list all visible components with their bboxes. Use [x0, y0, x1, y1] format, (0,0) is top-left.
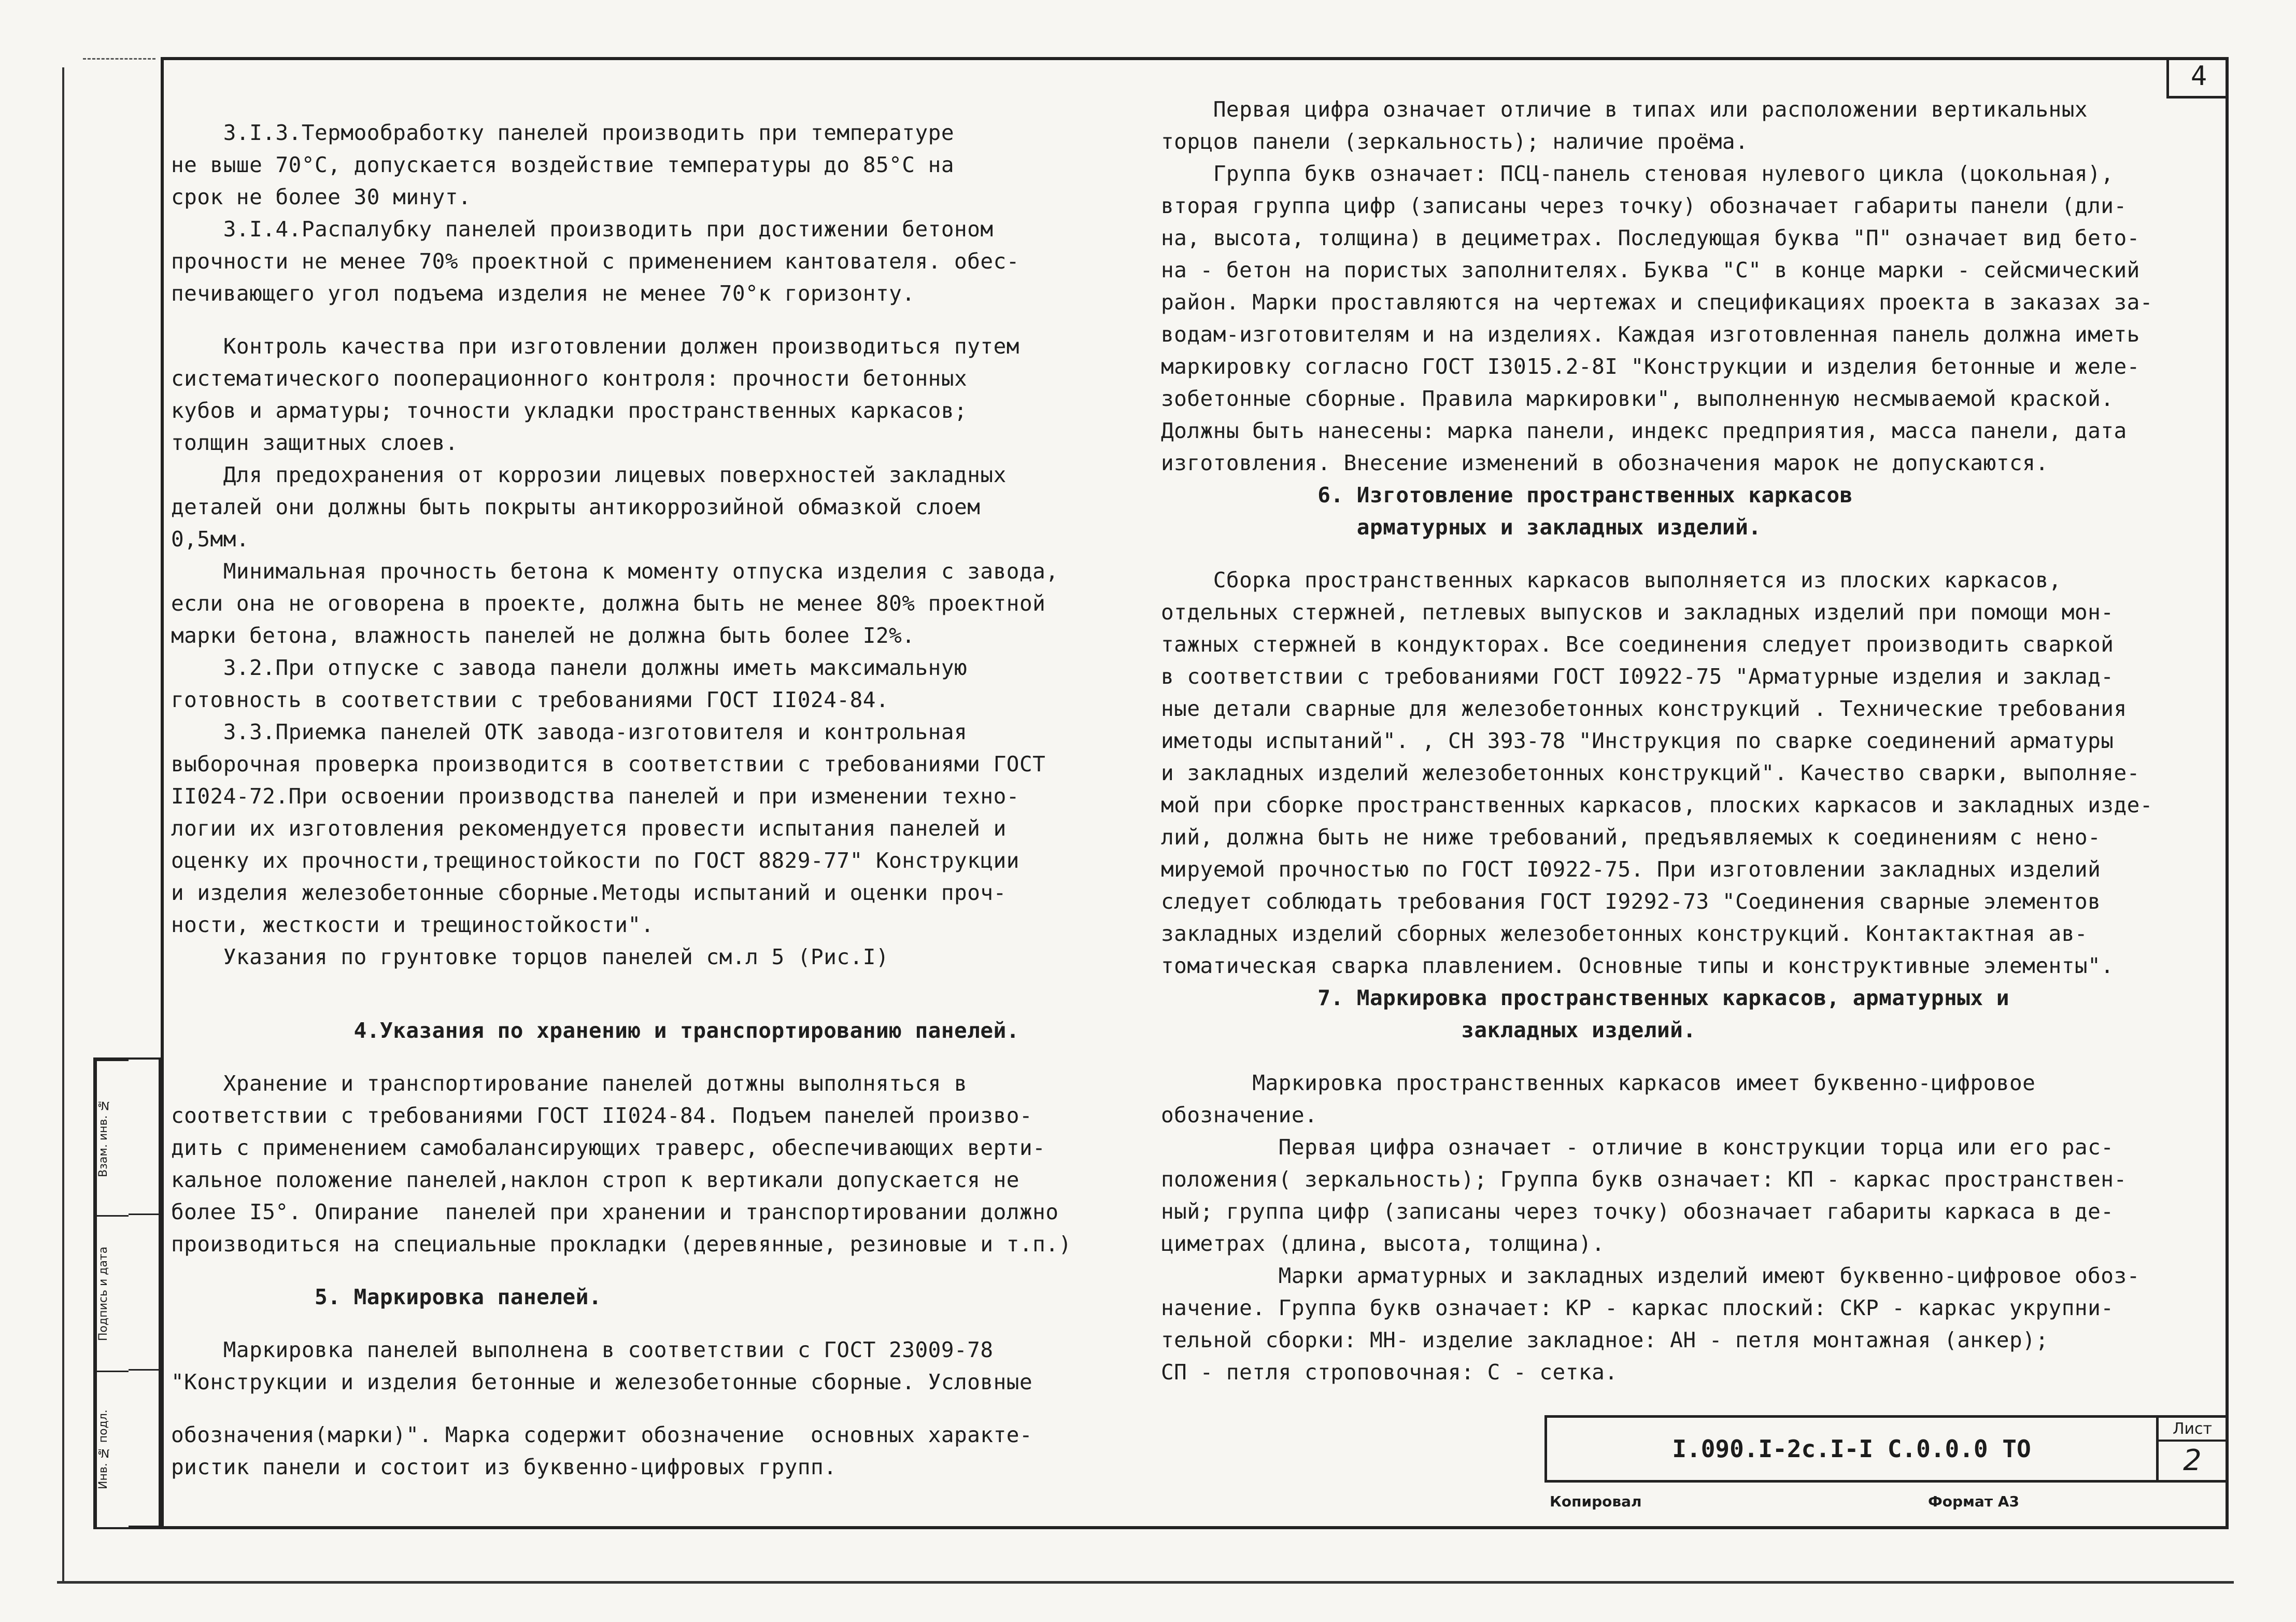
text-line: лий, должна быть не ниже требований, предъявляемых к соединениям с нено- [1161, 825, 2101, 850]
text-line: район. Марки проставляются на чертежах и спецификациях проекта в заказах за- [1161, 290, 2153, 315]
paragraph-spacer [171, 1260, 1145, 1281]
text-line: изготовления. Внесение изменений в обозначения марок не допускаются. [1161, 450, 2049, 475]
paragraph-spacer [171, 994, 1145, 1014]
text-line: положения( зеркальность); Группа букв означает: КП - каркас пространствен- [1161, 1167, 2127, 1192]
text-line: Марки арматурных и закладных изделий имеют буквенно-цифровое обоз- [1161, 1263, 2140, 1288]
text-line: обозначения(марки)". Марка содержит обозначение основных характе- [171, 1422, 1033, 1447]
right-text-column [1161, 93, 2203, 1388]
text-line: если она не оговорена в проекте, должна быть не менее 80% проектной [171, 591, 1046, 616]
text-line: 3.I.4.Распалубку панелей производить при достижении бетоном [171, 217, 994, 242]
title-block [1544, 1415, 2229, 1483]
paragraph-spacer [171, 1313, 1145, 1334]
format-label: Формат А3 [1928, 1493, 2019, 1510]
text-line: торцов панели (зеркальность); наличие проёма. [1161, 129, 1749, 154]
section-heading: 6. Изготовление пространственных каркасов [1161, 483, 1853, 507]
text-line: Сборка пространственных каркасов выполняется из плоских каркасов, [1161, 568, 2062, 593]
section-heading: 4.Указания по хранению и транспортированию панелей. [171, 1018, 1019, 1043]
text-line: на, высота, толщина) в дециметрах. Последующая буква "П" означает вид бето- [1161, 225, 2140, 250]
text-line: циметрах (длина, высота, толщина). [1161, 1231, 1605, 1256]
text-line: дить с применением самобалансирующих траверс, обеспечивающих верти- [171, 1135, 1046, 1160]
text-line: ный; группа цифр (записаны через точку) обозначает габариты каркаса в де- [1161, 1199, 2114, 1224]
text-line: готовность в соответствии с требованиями ГОСТ II024-84. [171, 687, 889, 712]
text-line: мируемой прочностью по ГОСТ I0922-75. При изготовлении закладных изделий [1161, 857, 2101, 882]
stamp-cell-inv-no: Взам. инв. № [95, 1060, 129, 1215]
text-line: 0,5мм. [171, 527, 250, 552]
text-line: 3.2.При отпуске с завода панели должны иметь максимальную [171, 655, 968, 680]
text-line: Для предохранения от коррозии лицевых поверхностей закладных [171, 462, 1007, 487]
text-line: на - бетон на пористых заполнителях. Буква "С" в конце марки - сейсмический [1161, 258, 2140, 283]
text-line: тажных стержней в кондукторах. Все соединения следует производить сваркой [1161, 632, 2114, 657]
text-line: деталей они должны быть покрыты антикоррозийной обмазкой слоем [171, 495, 981, 519]
text-line: зобетонные сборные. Правила маркировки", выполненную несмываемой краской. [1161, 386, 2114, 411]
text-line: Должны быть нанесены: марка панели, индекс предприятия, масса панели, дата [1161, 418, 2127, 443]
text-line: отдельных стержней, петлевых выпусков и закладных изделий при помощи мон- [1161, 600, 2114, 625]
text-line: маркировку согласно ГОСТ I3015.2-8I "Конструкции и изделия бетонные и желе- [1161, 354, 2140, 379]
text-line: производиться на специальные прокладки (деревянные, резиновые и т.п.) [171, 1232, 1072, 1257]
text-line: Хранение и транспортирование панелей дотжны выполняться в [171, 1071, 968, 1096]
text-line: иметоды испытаний". , СН 393-78 "Инструкция по сварке соединений арматуры [1161, 728, 2114, 753]
text-line: оценку их прочности,трещиностойкости по ГОСТ 8829-77" Конструкции [171, 848, 1019, 873]
top-dashed-rule [83, 58, 155, 60]
text-line: более I5°. Опирание панелей при хранении и транспортировании должно [171, 1200, 1059, 1224]
section-heading: 7. Маркировка пространственных каркасов, арматурных и [1161, 985, 2009, 1010]
text-line: вторая группа цифр (записаны через точку) обозначает габариты панели (дли- [1161, 193, 2127, 218]
text-line: Маркировка пространственных каркасов имеет буквенно-цифровое [1161, 1070, 2036, 1095]
text-line: Минимальная прочность бетона к моменту отпуска изделия с завода, [171, 559, 1059, 584]
text-line: толщин защитных слоев. [171, 430, 459, 455]
text-line: водам-изготовителям и на изделиях. Каждая изготовленная панель должна иметь [1161, 322, 2140, 347]
text-line: мой при сборке пространственных каркасов, плоских каркасов и закладных изде- [1161, 793, 2153, 817]
text-line: ные детали сварные для железобетонных конструкций . Технические требования [1161, 696, 2127, 721]
stamp-value-cell [129, 1060, 161, 1215]
text-line: Контроль качества при изготовлении должен производиться путем [171, 334, 1019, 359]
outer-left-border [62, 67, 64, 1581]
text-line: Первая цифра означает отличие в типах или расположении вертикальных [1161, 97, 2088, 122]
text-line: "Конструкции и изделия бетонные и железобетонные сборные. Условные [171, 1370, 1033, 1394]
text-line: систематического пооперационного контроля: прочности бетонных [171, 366, 968, 391]
copied-by-label: Копировал [1550, 1493, 1642, 1510]
section-heading: 5. Маркировка панелей. [171, 1285, 602, 1309]
stamp-cell-signature: Подпись и дата [95, 1215, 129, 1371]
text-line: следует соблюдать требования ГОСТ I9292-73 "Соединения сварные элементов [1161, 889, 2101, 914]
text-line: печивающего угол подъема изделия не менее 70°к горизонту. [171, 281, 915, 306]
text-line: выборочная проверка производится в соответствии с требованиями ГОСТ [171, 752, 1046, 777]
page-corner-mark: 4 [2166, 57, 2229, 98]
text-line: Группа букв означает: ПСЦ-панель стеновая нулевого цикла (цокольная), [1161, 161, 2114, 186]
paragraph-spacer [1161, 1046, 2203, 1067]
text-line: и закладных изделий железобетонных конструкций". Качество сварки, выполняе- [1161, 760, 2140, 785]
paragraph-spacer [171, 1047, 1145, 1067]
text-line: начение. Группа букв означает: КР - каркас плоский: СКР - каркас укрупни- [1161, 1295, 2114, 1320]
stamp-value-cell [129, 1215, 161, 1371]
paragraph-spacer [171, 973, 1145, 994]
text-line: логии их изготовления рекомендуется провести испытания панелей и [171, 816, 1007, 841]
text-line: закладных изделий сборных железобетонных конструкций. Контактактная ав- [1161, 921, 2088, 946]
text-line: марки бетона, влажность панелей не должна быть более I2%. [171, 623, 915, 648]
text-line: срок не более 30 минут. [171, 185, 472, 209]
text-line: обозначение. [1161, 1103, 1318, 1127]
paragraph-spacer [171, 309, 1145, 330]
text-line: II024-72.При освоении производства панелей и при изменении техно- [171, 784, 1019, 809]
text-line: соответствии с требованиями ГОСТ II024-84. Подъем панелей произво- [171, 1103, 1033, 1128]
text-line: ности, жесткости и трещиностойкости". [171, 912, 654, 937]
text-line: и изделия железобетонные сборные.Методы испытаний и оценки проч- [171, 880, 1007, 905]
section-heading: арматурных и закладных изделий. [1161, 515, 1762, 540]
side-stamp [93, 1057, 161, 1529]
sheet-label: Лист [2159, 1418, 2226, 1442]
stamp-value-cell [129, 1371, 161, 1527]
text-line: Маркировка панелей выполнена в соответствии с ГОСТ 23009-78 [171, 1337, 994, 1362]
text-line: СП - петля строповочная: С - сетка. [1161, 1360, 1618, 1385]
outer-bottom-border [57, 1581, 2234, 1584]
text-line: Указания по грунтовке торцов панелей см.л 5 (Рис.I) [171, 944, 889, 969]
text-line: тельной сборки: МН- изделие закладное: АН - петля монтажная (анкер); [1161, 1328, 2049, 1352]
document-code: I.090.I-2с.I-I С.0.0.0 ТО [1547, 1418, 2159, 1480]
text-line: ристик панели и состоит из буквенно-цифровых групп. [171, 1455, 837, 1479]
text-line: томатическая сварка плавлением. Основные типы и конструктивные элементы". [1161, 953, 2114, 978]
left-text-column [171, 117, 1145, 1483]
text-line: не выше 70°С, допускается воздействие температуры до 85°С на [171, 152, 955, 177]
paragraph-spacer [171, 1398, 1145, 1419]
section-heading: закладных изделий. [1161, 1018, 1696, 1042]
text-line: 3.3.Приемка панелей ОТК завода-изготовителя и контрольная [171, 720, 968, 744]
text-line: кубов и арматуры; точности укладки пространственных каркасов; [171, 398, 968, 423]
sheet-number: 2 [2183, 1444, 2202, 1477]
text-line: в соответствии с требованиями ГОСТ I0922-75 "Арматурные изделия и заклад- [1161, 664, 2114, 689]
text-line: прочности не менее 70% проектной с применением кантователя. обес- [171, 249, 1019, 274]
paragraph-spacer [1161, 543, 2203, 564]
stamp-cell-original: Инв. № подл. [95, 1371, 129, 1527]
text-line: Первая цифра означает - отличие в конструкции торца или его рас- [1161, 1135, 2114, 1160]
text-line: 3.I.3.Термообработку панелей производить при температуре [171, 120, 955, 145]
text-line: кальное положение панелей,наклон строп к вертикали допускается не [171, 1167, 1019, 1192]
